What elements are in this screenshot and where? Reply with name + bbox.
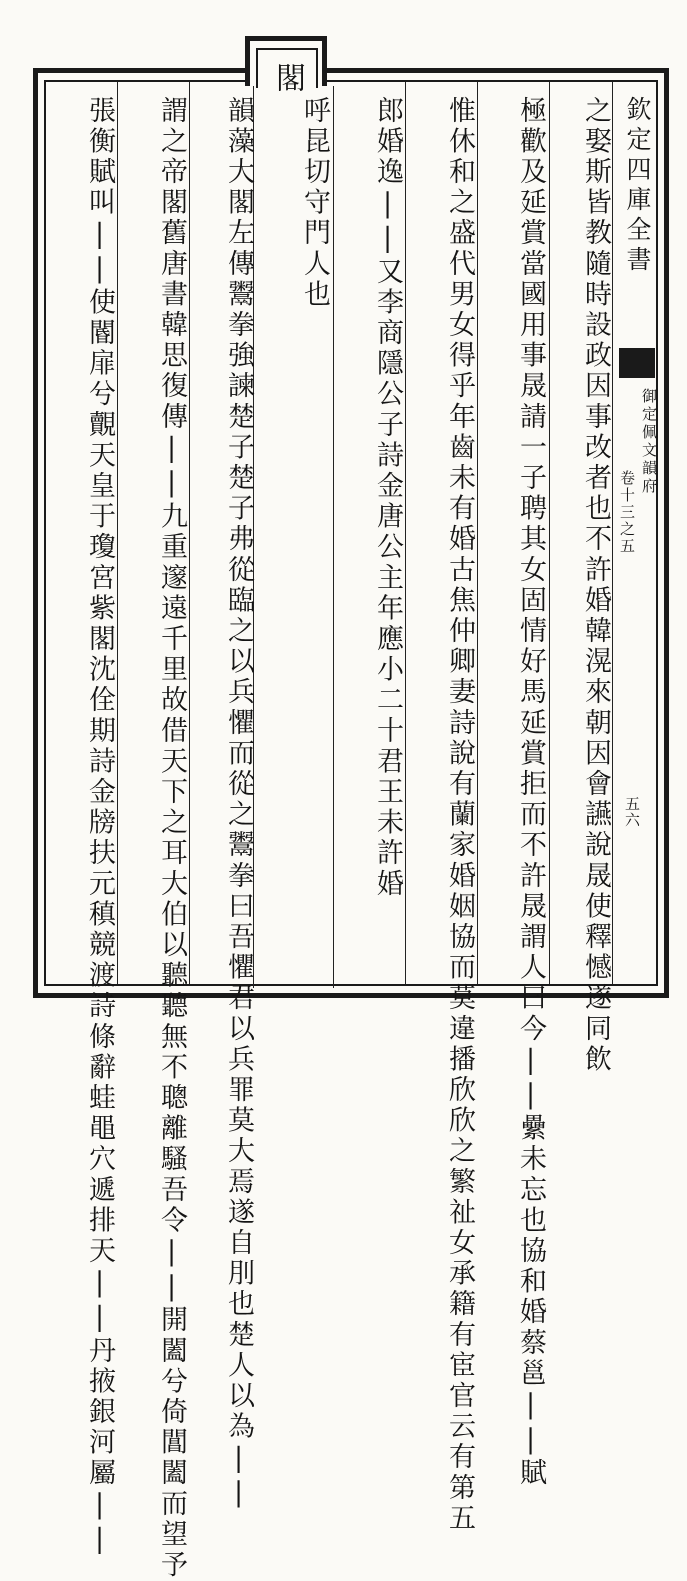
column-rule bbox=[405, 82, 406, 984]
column-rule bbox=[189, 82, 190, 984]
text-column: 謂之帝閣舊唐書韓思復傳||九重邃遠千里故借天下之耳大伯以聽聽無不聰離騷吾令||開闔兮倚閶闔而望予 bbox=[156, 96, 187, 1581]
text-column: 極歡及延賞當國用事晟請一子聘其女固情好馬延賞拒而不許晟謂人曰今||纍未忘也協和婚蔡邕||賦 bbox=[515, 96, 546, 1489]
fishtail-bar bbox=[619, 372, 655, 378]
volume-number: 卷十三之五 bbox=[618, 470, 636, 555]
text-column: 韻藻大閣左傳鬻拳強諫楚子楚子弗從臨之以兵懼而從之鬻拳曰吾懼君以兵罪莫大焉遂自刖也楚人以為|| bbox=[223, 96, 254, 1512]
text-column: 惟休和之盛代男女得乎年齒未有婚古焦仲卿妻詩說有蘭家婚姻協而莫違播欣欣之繁祉女承籍有宦官云有第五 bbox=[444, 96, 475, 1535]
column-rule bbox=[612, 82, 613, 984]
book-title: 御定佩文韻府 bbox=[640, 388, 658, 496]
text-column: 之娶斯皆教隨時設政因事改者也不許婚韓滉來朝因會讌說晟使釋憾遂同飲 bbox=[580, 96, 611, 1076]
text-column: 呼昆切守門人也 bbox=[299, 96, 330, 311]
column-rule bbox=[333, 86, 334, 988]
text-column: 張衡賦叫||使閽扉兮覿天皇于瓊宮紫閣沈佺期詩金牓扶元稹競渡詩條辭蛙黽穴遞排天||丹掖銀河屬|| bbox=[84, 96, 115, 1559]
column-rule bbox=[117, 82, 118, 984]
page-number: 五六 bbox=[623, 796, 641, 828]
fishtail-mark bbox=[619, 348, 655, 372]
column-rule bbox=[549, 82, 550, 984]
collection-title: 欽定四庫全書 bbox=[623, 96, 652, 276]
headword-character: 閣 bbox=[270, 62, 305, 92]
text-column: 郎婚逸||又李商隱公子詩金唐公主年應小二十君王未許婚 bbox=[372, 96, 403, 900]
column-rule bbox=[477, 82, 478, 984]
